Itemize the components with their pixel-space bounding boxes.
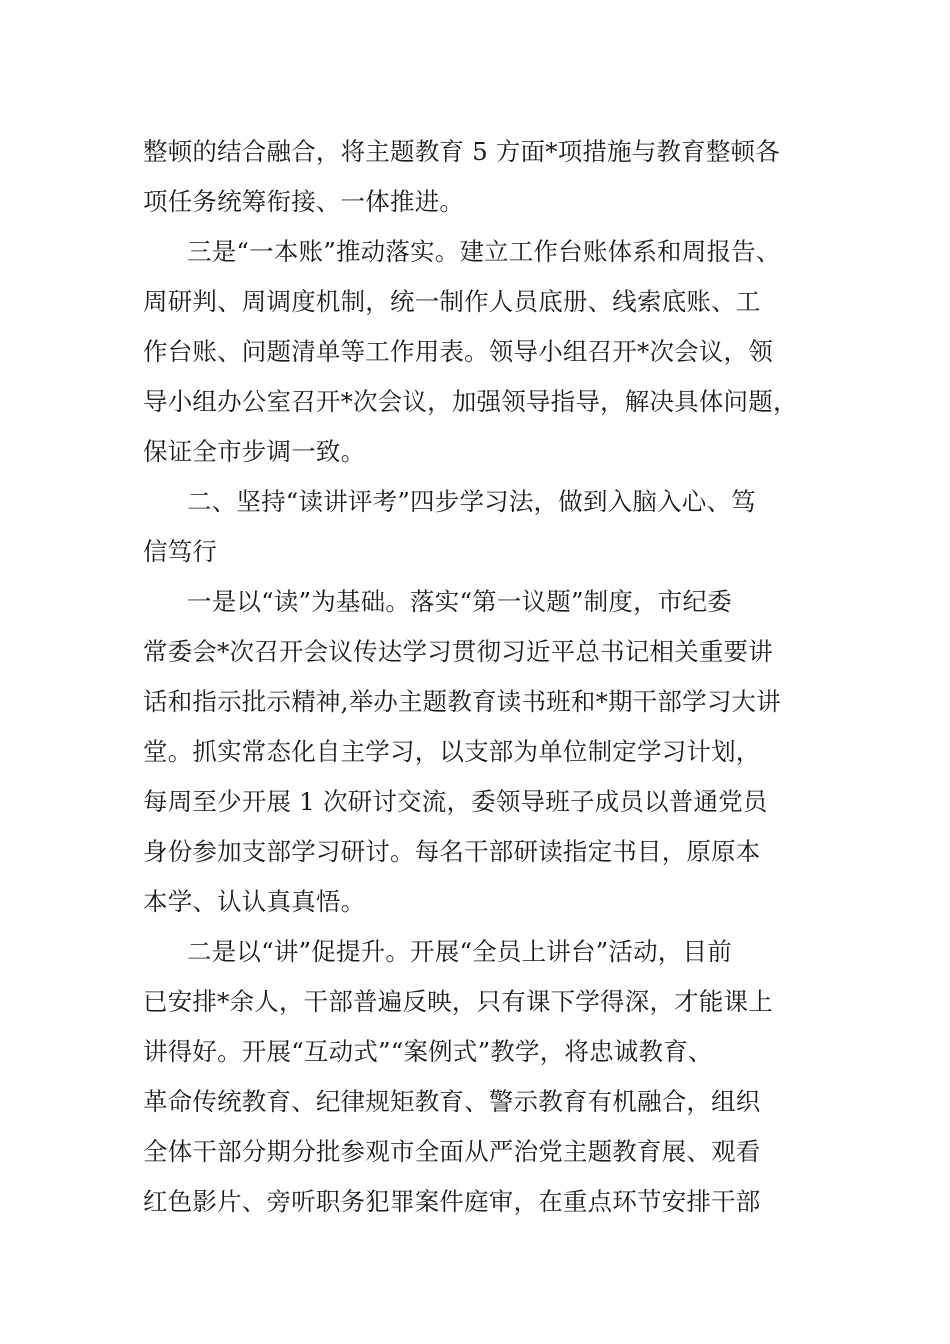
text-line: 周研判、周调度机制，统一制作人员底册、线索底账、工 [143,287,761,316]
text-line: 已安排*余人，干部普遍反映，只有课下学得深，才能课上 [143,987,773,1016]
text-line: 作台账、问题清单等工作用表。领导小组召开*次会议，领 [143,337,773,366]
text-line: 保证全市步调一致。 [143,437,366,466]
section-heading-line: 二、坚持“读讲评考”四步学习法，做到入脑入心、笃 [187,487,756,516]
text-line: 红色影片、旁听职务犯罪案件庭审，在重点环节安排干部 [143,1187,761,1216]
paragraph-start-line: 二是以“讲”促提升。开展“全员上讲台”活动，目前 [187,937,732,966]
paragraph-start-line: 一是以“读”为基础。落实“第一议题”制度，市纪委 [187,587,732,616]
text-line: 讲得好。开展“互动式”“案例式”教学，将忠诚教育、 [143,1037,713,1066]
text-line: 每周至少开展 1 次研讨交流，委领导班子成员以普通党员 [143,787,768,816]
text-line: 革命传统教育、纪律规矩教育、警示教育有机融合，组织 [143,1087,761,1116]
text-line: 整顿的结合融合，将主题教育 5 方面*项措施与教育整顿各 [143,137,781,166]
text-line: 项任务统筹衔接、一体推进。 [143,187,465,216]
text-line: 常委会*次召开会议传达学习贯彻习近平总书记相关重要讲 [143,637,773,666]
text-line: 堂。抓实常态化自主学习，以支部为单位制定学习计划， [143,737,761,766]
text-line: 本学、认认真真悟。 [143,887,366,916]
text-line: 全体干部分期分批参观市全面从严治党主题教育展、观看 [143,1137,761,1166]
text-line: 身份参加支部学习研讨。每名干部研读指定书目，原原本 [143,837,761,866]
paragraph-start-line: 三是“一本账”推动落实。建立工作台账体系和周报告、 [187,237,781,266]
text-line: 话和指示批示精神,举办主题教育读书班和*期干部学习大讲 [143,687,781,716]
section-heading-line: 信笃行 [143,537,218,566]
text-line: 导小组办公室召开*次会议，加强领导指导，解决具体问题， [143,387,798,416]
